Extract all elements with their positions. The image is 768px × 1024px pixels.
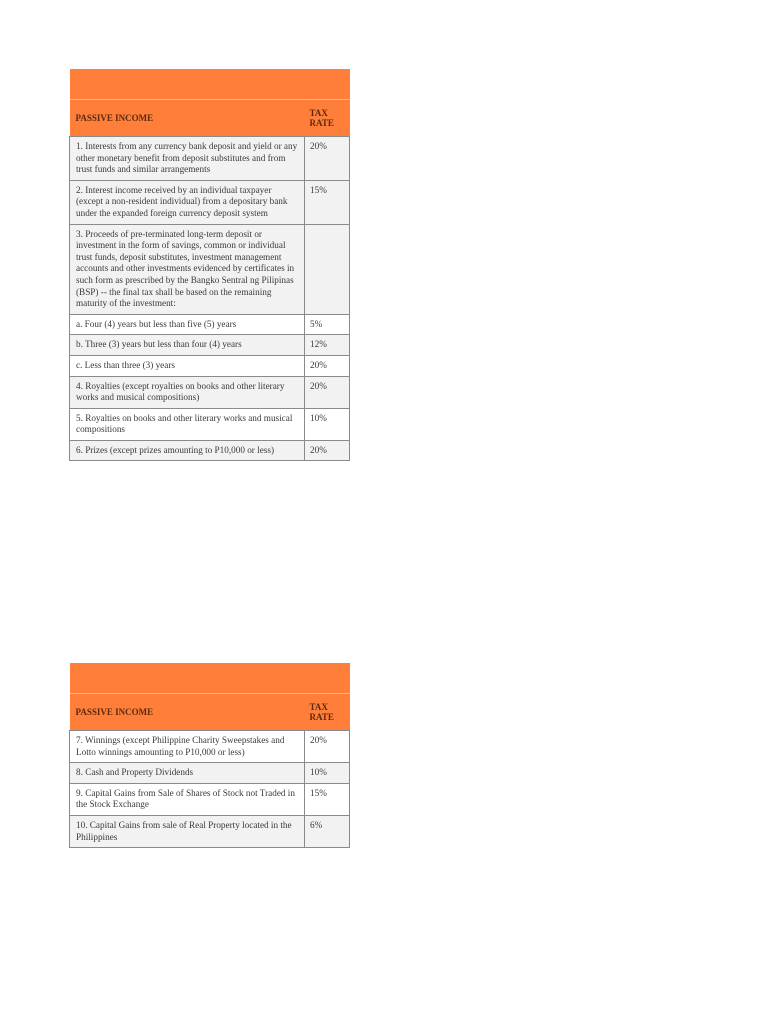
row-description: 2. Interest income received by an individual taxpayer (except a non-resident individual) from a depositary bank under the expanded foreign currency deposit system [70,180,305,224]
table-row [70,440,350,461]
row-tax-rate: 10% [305,408,350,440]
table-row [70,731,350,763]
row-tax-rate: 20% [305,440,350,461]
row-tax-rate: 5% [305,314,350,335]
row-description: b. Three (3) years but less than four (4) years [70,335,305,356]
row-tax-rate: 20% [305,355,350,376]
row-description: 5. Royalties on books and other literary works and musical compositions [70,408,305,440]
table-row [70,783,350,815]
passive-income-tax-table-1 [69,69,350,461]
header-passive-income: PASSIVE INCOME [70,100,305,137]
table-header-row [70,694,350,731]
table-row [70,335,350,356]
header-tax-rate [305,100,350,137]
header-tax-rate-line1: TAX [309,701,328,712]
table-row [70,815,350,847]
header-tax-rate-line2: RATE [309,712,334,722]
table-row [70,137,350,181]
row-description: a. Four (4) years but less than five (5) years [70,314,305,335]
table-row [70,224,350,314]
row-tax-rate: 6% [305,815,350,847]
table-header-row [70,100,350,137]
passive-income-tax-table-2 [69,663,350,848]
row-description: c. Less than three (3) years [70,355,305,376]
row-tax-rate: 10% [305,763,350,784]
table-top-band [70,69,350,100]
row-description: 4. Royalties (except royalties on books and other literary works and musical compositions) [70,376,305,408]
row-tax-rate: 20% [305,137,350,181]
row-tax-rate: 12% [305,335,350,356]
table-row [70,376,350,408]
table-row [70,763,350,784]
header-passive-income: PASSIVE INCOME [70,694,305,731]
row-tax-rate: 15% [305,180,350,224]
row-description: 10. Capital Gains from sale of Real Property located in the Philippines [70,815,305,847]
row-description: 3. Proceeds of pre-terminated long-term deposit or investment in the form of savings, common or individual trust funds, deposit substitutes, investment management accounts and other investments evidenced by certificates in such form as prescribed by the Bangko Sentral ng Pilipinas (BSP) -- the final tax shall be based on the remaining maturity of the investment: [70,224,305,314]
row-tax-rate: 15% [305,783,350,815]
row-tax-rate: 20% [305,731,350,763]
row-description: 8. Cash and Property Dividends [70,763,305,784]
table-row [70,180,350,224]
row-description: 1. Interests from any currency bank deposit and yield or any other monetary benefit from deposit substitutes and from trust funds and similar arrangements [70,137,305,181]
table-top-band [70,663,350,694]
row-tax-rate: 20% [305,376,350,408]
header-tax-rate-line2: RATE [309,118,334,128]
table-row [70,408,350,440]
table-row [70,314,350,335]
row-description: 9. Capital Gains from Sale of Shares of Stock not Traded in the Stock Exchange [70,783,305,815]
table-row [70,355,350,376]
header-tax-rate [305,694,350,731]
header-tax-rate-line1: TAX [309,107,328,118]
row-description: 7. Winnings (except Philippine Charity Sweepstakes and Lotto winnings amounting to P10,000 or less) [70,731,305,763]
row-tax-rate [305,224,350,314]
row-description: 6. Prizes (except prizes amounting to P10,000 or less) [70,440,305,461]
